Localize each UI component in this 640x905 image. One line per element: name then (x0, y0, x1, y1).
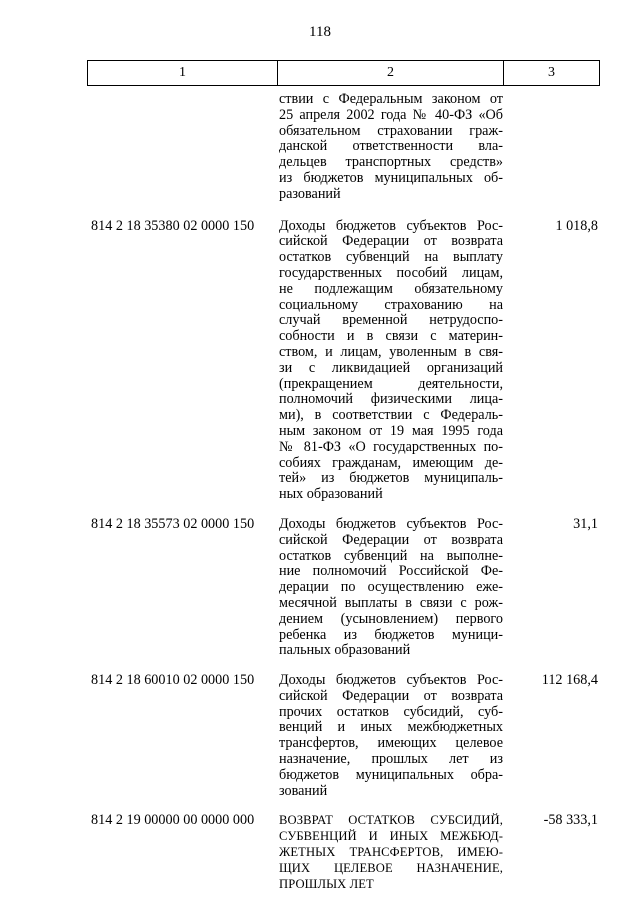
budget-classification-code: 814 2 18 60010 02 0000 150 (91, 672, 255, 689)
page-number: 118 (309, 24, 331, 40)
amount-value: 1 018,8 (555, 217, 598, 234)
description-line: месячной выплаты в связи с рож- (279, 594, 503, 611)
income-description (277, 813, 503, 892)
budget-classification-code: 814 2 18 35573 02 0000 150 (91, 515, 255, 532)
description-line: дением (усыновлением) первого (279, 610, 503, 627)
description-line: бюджетов муниципальных обра- (279, 766, 503, 783)
description-line: назначение, прошлых лет из (279, 751, 503, 768)
description-line: собиях гражданам, имеющим де- (279, 454, 503, 471)
description-line: остатков субвенций на выполне- (279, 547, 503, 564)
description-line: трансфертов, имеющих целевое (279, 735, 503, 752)
description-line: прочих остатков субсидий, суб- (279, 703, 503, 720)
table-row (87, 813, 600, 892)
description-line: (прекращением деятельности, (279, 375, 503, 392)
description-line: ние полномочий Российской Фе- (279, 563, 503, 580)
budget-classification-code (87, 92, 277, 203)
description-line: сийской Федерации от возврата (279, 233, 503, 250)
description-line: ством, и лицам, уволенным в свя- (279, 343, 503, 360)
amount-value: 112 168,4 (541, 672, 598, 689)
description-line: случай временной нетрудоспо- (279, 312, 503, 329)
description-line: тей» из бюджетов муниципаль- (279, 470, 503, 487)
budget-classification-code: 814 2 19 00000 00 0000 000 (91, 812, 255, 829)
budget-classification-code: 814 2 18 35380 02 0000 150 (91, 217, 255, 234)
description-line: ствии с Федеральным законом от (279, 91, 503, 107)
description-line: разований (279, 185, 341, 202)
description-line: ным законом от 19 мая 1995 года (279, 422, 503, 439)
description-line: полномочий физическими лица- (279, 391, 503, 408)
description-line: венций и иных межбюджетных (279, 719, 503, 736)
description-line: данской ответственности вла- (279, 138, 503, 155)
description-line: Доходы бюджетов субъектов Рос- (279, 672, 503, 689)
description-line: зований (279, 782, 328, 799)
description-line: собности и в связи с материн- (279, 328, 503, 345)
description-line: остатков субвенций на выплату (279, 249, 503, 266)
description-line: СУБВЕНЦИЙ И ИНЫХ МЕЖБЮД- (279, 829, 503, 844)
income-description (277, 219, 503, 503)
column-number-1: 1 (88, 61, 278, 85)
description-line: социальному страхованию на (279, 296, 503, 313)
description-line: ных образований (279, 486, 383, 503)
description-line: ми), в соответствии с Федераль- (279, 407, 503, 424)
description-line: сийской Федерации от возврата (279, 531, 503, 548)
description-line: ВОЗВРАТ ОСТАТКОВ СУБСИДИЙ, (279, 813, 503, 828)
table-row (87, 673, 600, 799)
table-row (87, 517, 600, 659)
description-line: пальных образований (279, 642, 411, 659)
description-line: не подлежащим обязательному (279, 280, 503, 297)
description-line: ЩИХ ЦЕЛЕВОЕ НАЗНАЧЕНИЕ, (279, 860, 503, 875)
description-line: зи с ликвидацией организаций (279, 359, 503, 376)
amount-value (503, 92, 600, 203)
table-column-header (87, 60, 600, 86)
column-number-2: 2 (278, 61, 504, 85)
description-line: ПРОШЛЫХ ЛЕТ (279, 876, 374, 891)
description-line: 25 апреля 2002 года № 40-ФЗ «Об (279, 106, 503, 123)
income-description (277, 673, 503, 799)
income-description (277, 517, 503, 659)
table-row (87, 219, 600, 503)
description-line: ЖЕТНЫХ ТРАНСФЕРТОВ, ИМЕЮ- (279, 845, 503, 860)
budget-table-body (87, 92, 600, 892)
amount-value: -58 333,1 (543, 812, 598, 829)
description-line: государственных пособий лицам, (279, 264, 503, 281)
description-line: из бюджетов муниципальных об- (279, 169, 503, 186)
description-line: Доходы бюджетов субъектов Рос- (279, 515, 503, 532)
income-description (277, 92, 503, 203)
description-line: № 81-ФЗ «О государственных по- (279, 438, 503, 455)
table-row (87, 92, 600, 203)
column-number-3: 3 (548, 65, 555, 80)
description-line: ребенка из бюджетов муници- (279, 626, 503, 643)
amount-value: 31,1 (573, 515, 598, 532)
description-line: дельцев транспортных средств» (279, 154, 503, 171)
description-line: обязательном страховании граж- (279, 122, 503, 139)
description-line: дерации по осуществлению еже- (279, 579, 503, 596)
description-line: Доходы бюджетов субъектов Рос- (279, 217, 503, 234)
description-line: сийской Федерации от возврата (279, 687, 503, 704)
